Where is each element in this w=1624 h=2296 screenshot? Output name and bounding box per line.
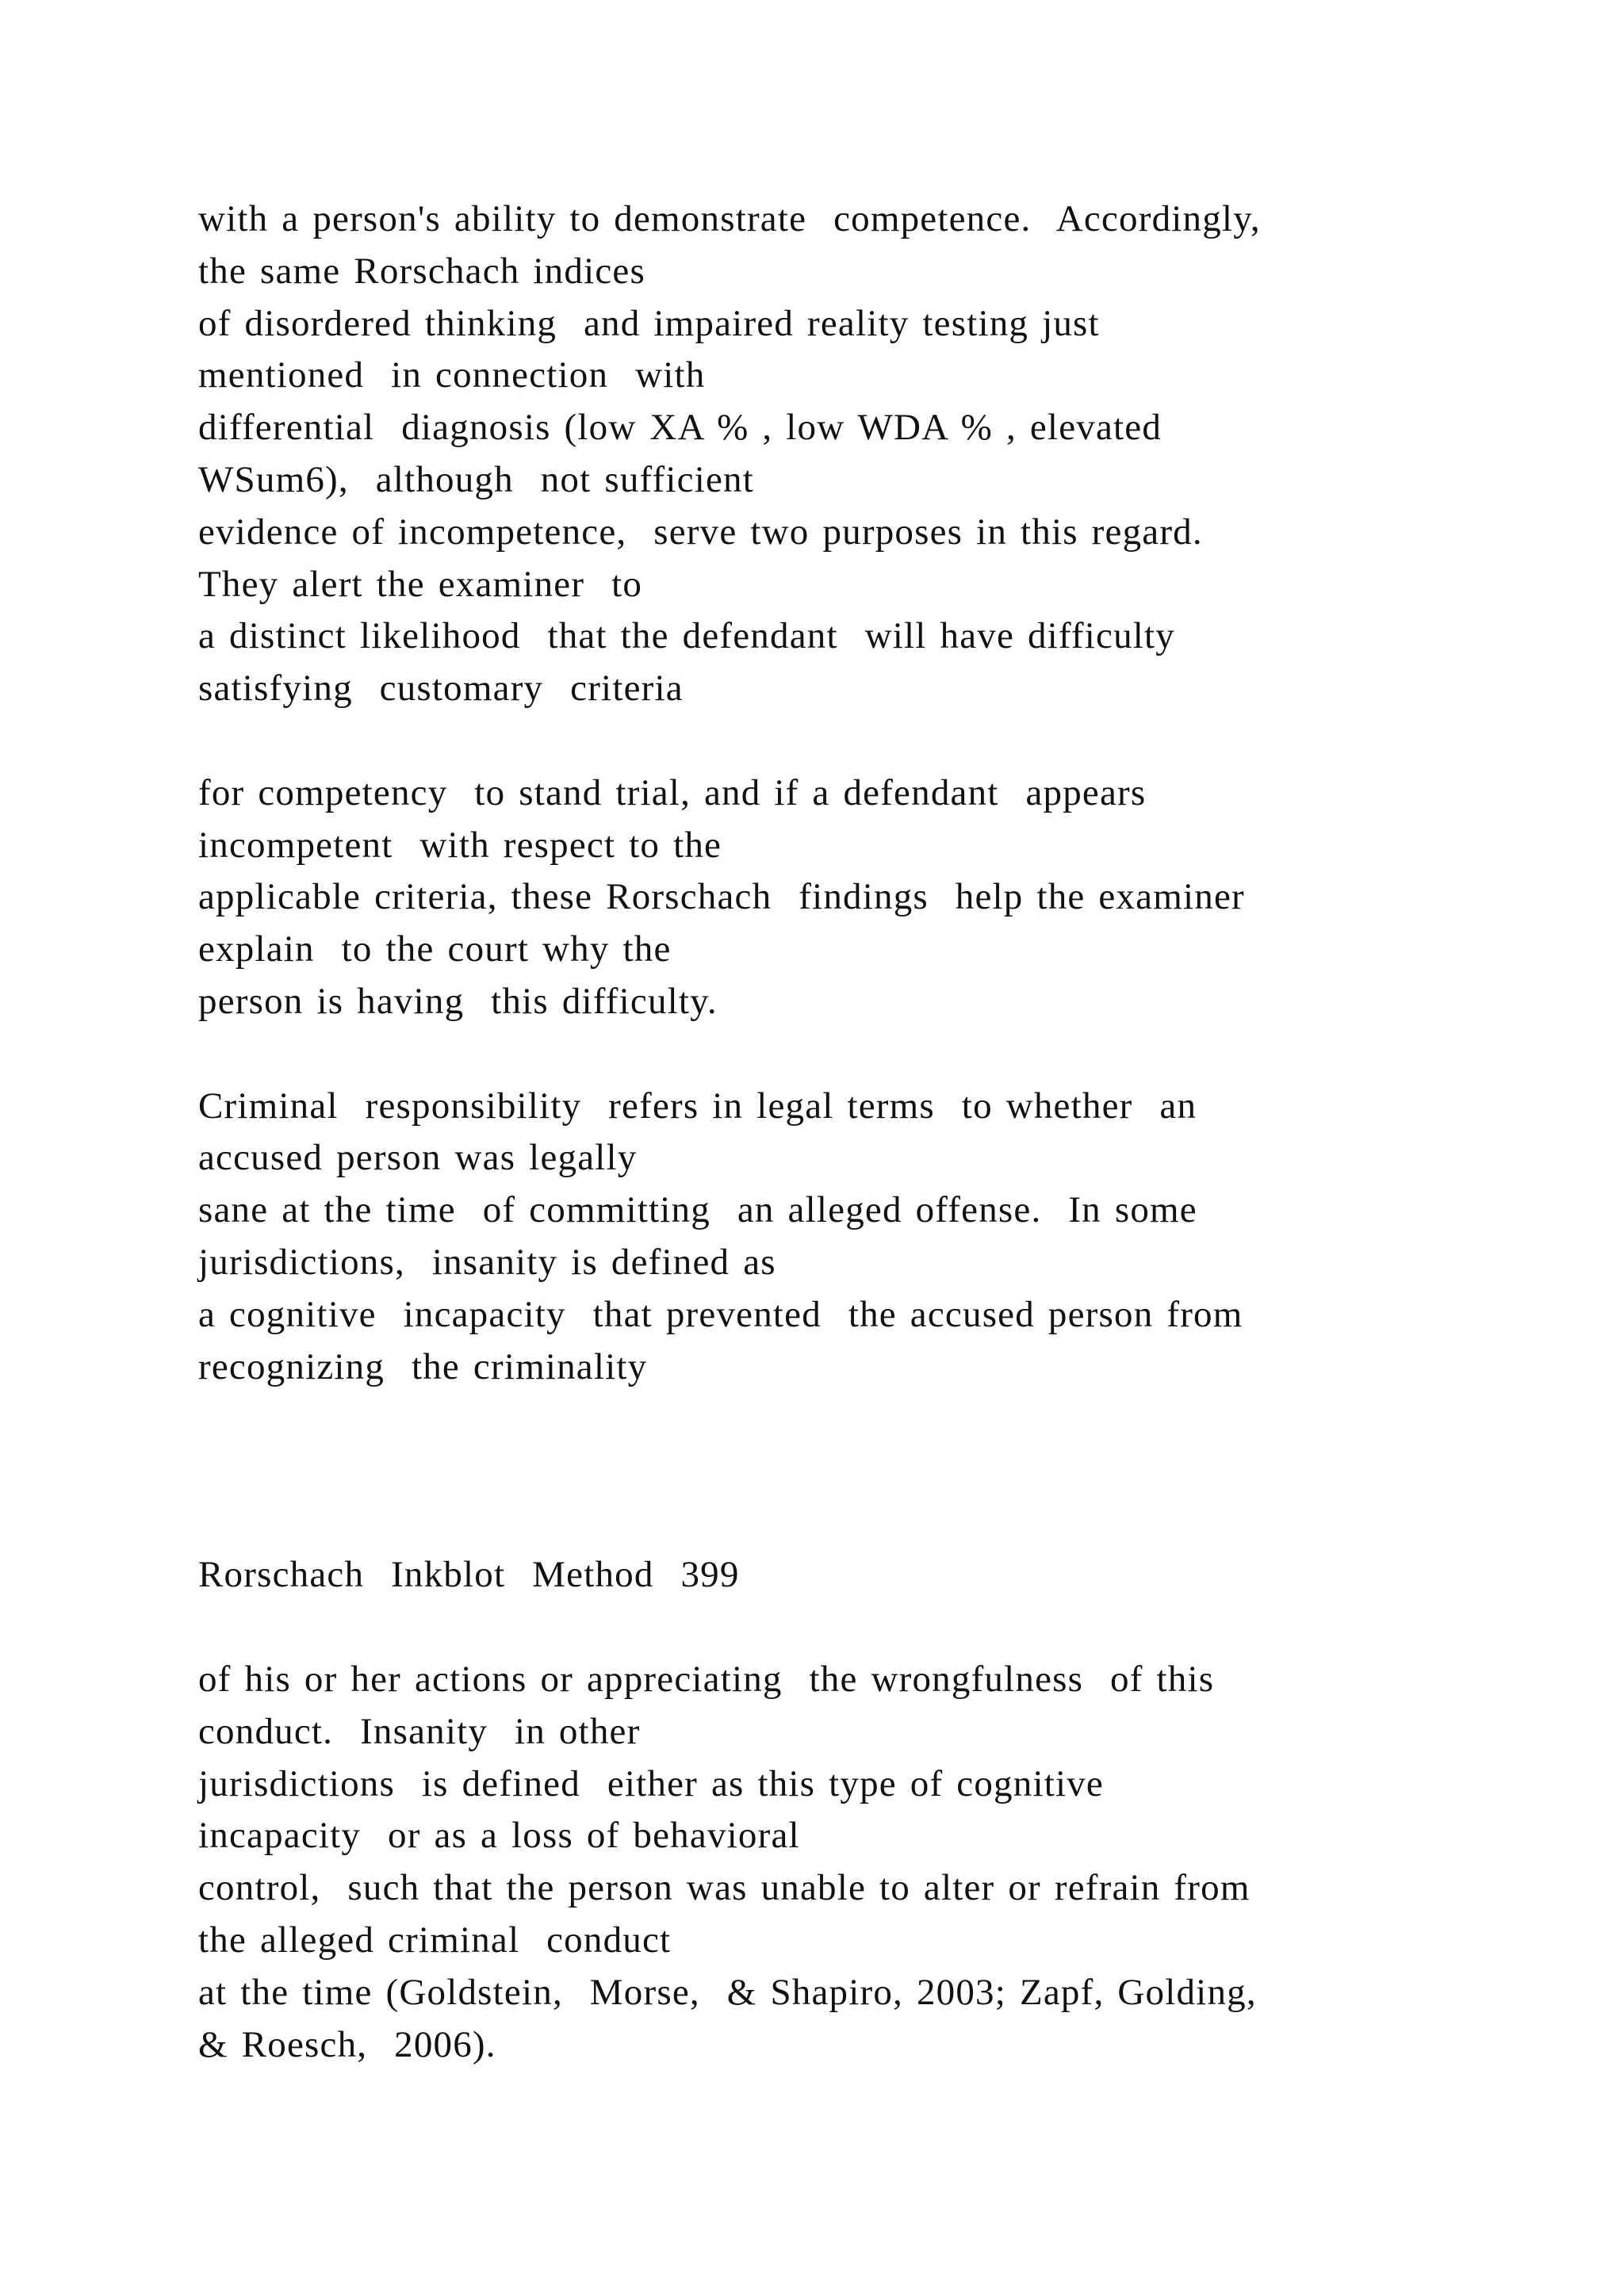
text-line: the same Rorschach indices [198, 250, 645, 292]
text-line: WSum6), although not sufficient [198, 458, 754, 500]
text-line: of his or her actions or appreciating the wrongfulness of this [198, 1658, 1215, 1700]
document-body [198, 193, 1507, 2071]
text-line: applicable criteria, these Rorschach findings help the examiner [198, 876, 1245, 918]
text-line: incompetent with respect to the [198, 824, 722, 866]
text-line: conduct. Insanity in other [198, 1710, 641, 1752]
text-line: They alert the examiner to [198, 563, 643, 605]
text-line: & Roesch, 2006). [198, 2023, 496, 2065]
text-line: mentioned in connection with [198, 354, 706, 396]
running-header: Rorschach Inkblot Method 399 [198, 1554, 740, 1596]
text-line: satisfying customary criteria [198, 668, 684, 710]
paragraph-spacer [198, 1601, 1507, 1654]
text-line: a cognitive incapacity that prevented the accused person from [198, 1293, 1243, 1335]
section-spacer [198, 1393, 1507, 1549]
text-line: the alleged criminal conduct [198, 1919, 672, 1961]
text-line: control, such that the person was unable to alter or refrain from [198, 1867, 1251, 1909]
paragraph-spacer [198, 715, 1507, 767]
text-line: with a person's ability to demonstrate competence. Accordingly, [198, 198, 1261, 239]
paragraph-spacer [198, 1028, 1507, 1081]
text-line: jurisdictions is defined either as this type of cognitive [198, 1762, 1104, 1804]
text-line: recognizing the criminality [198, 1345, 648, 1387]
text-line: person is having this difficulty. [198, 980, 718, 1022]
text-line: sane at the time of committing an alleged offense. In some [198, 1189, 1197, 1231]
text-line: at the time (Goldstein, Morse, & Shapiro, 2003; Zapf, Golding, [198, 1971, 1257, 2013]
text-line: accused person was legally [198, 1137, 638, 1179]
text-line: differential diagnosis (low XA % , low WDA % , elevated [198, 407, 1162, 449]
text-line: of disordered thinking and impaired reality testing just [198, 302, 1100, 344]
text-line: Criminal responsibility refers in legal terms to whether an [198, 1085, 1197, 1127]
text-line: jurisdictions, insanity is defined as [198, 1241, 776, 1283]
text-line: evidence of incompetence, serve two purposes in this regard. [198, 511, 1203, 553]
text-line: for competency to stand trial, and if a defendant appears [198, 771, 1147, 813]
text-line: a distinct likelihood that the defendant will have difficulty [198, 615, 1176, 657]
text-line: explain to the court why the [198, 928, 672, 970]
text-line: incapacity or as a loss of behavioral [198, 1815, 800, 1857]
